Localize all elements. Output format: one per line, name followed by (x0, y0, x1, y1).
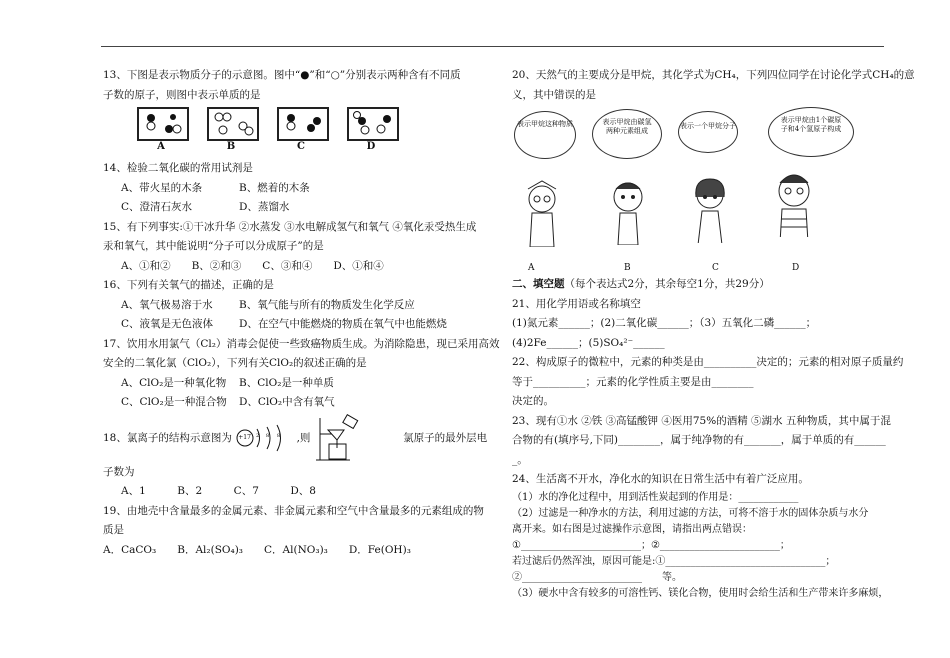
q24-text: 24、生活离不开水，净化水的知识在日常生活中有着广泛应用。 (512, 473, 809, 485)
q16-option-b: B、氧气能与所有的物质发生化学反应 (239, 298, 415, 311)
student-label-a: A (528, 263, 535, 273)
q15-options: A、①和② B、②和③ C、③和④ D、①和④ (121, 259, 384, 272)
q24-part2-e: ②________________________ 等。 (512, 571, 682, 583)
molecule-label-a: A (157, 141, 165, 152)
q21-text: 21、用化学用语或名称填空 (512, 297, 641, 310)
q20-text-1: 20、天然气的主要成分是甲烷，其化学式为CH₄，下列四位同学在讨论化学式CH₄的意 (512, 69, 915, 81)
q16-option-d: D、在空气中能燃烧的物质在氧气中也能燃烧 (239, 318, 447, 330)
q20-text-2: 义，其中错误的是 (512, 88, 596, 101)
q19-text-1: 19、由地壳中含量最多的金属元素、非金属元素和空气中含量最多的元素组成的物 (103, 504, 484, 517)
q17-text-1: 17、饮用水用氯气（Cl₂）消毒会促使一些致癌物质生成。为消除隐患，现已采用高效 (103, 337, 500, 350)
molecule-label-d: D (366, 141, 376, 152)
student-label-d: D (792, 263, 800, 273)
student-b-icon (608, 175, 648, 245)
q15-text-1: 15、有下列事实:①干冰升华 ②水蒸发 ③水电解成氢气和氧气 ④氧化汞受热生成 (103, 220, 477, 233)
svg-text:8: 8 (266, 432, 270, 439)
q16-option-a: A、氧气极易溶于水 (121, 298, 213, 311)
svg-text:2: 2 (256, 432, 260, 439)
q17-option-c: C、ClO₂是一种混合物 (121, 396, 227, 408)
left-column (103, 66, 500, 560)
q14-option-d: D、蒸馏水 (239, 201, 290, 213)
chloride-nucleus: +17 (238, 433, 251, 441)
q24-part1: （1）水的净化过程中，用到活性炭起到的作用是：____________ (512, 491, 799, 503)
student-d-icon (774, 167, 814, 237)
header-rule (101, 46, 884, 47)
section-2-title: 二、填空题 (512, 278, 565, 290)
q24-part3: （3）硬水中含有较多的可溶性钙、镁化合物，使用时会给生活和生产带来许多麻烦， (512, 587, 889, 599)
molecule-label-b: B (226, 141, 236, 152)
q13-molecule-figure (137, 107, 488, 157)
molecule-box-d (347, 107, 399, 141)
q14-options-row2 (103, 198, 488, 218)
chloride-ion-diagram (235, 423, 293, 453)
q17-option-a: A、ClO₂是一种氧化物 (121, 376, 227, 389)
section-2-heading (512, 275, 887, 295)
q18-text-pre: 18、氯离子的结构示意图为 (103, 431, 232, 444)
q17-option-d: D、ClO₂中含有氧气 (239, 396, 335, 408)
filter-apparatus-figure (314, 414, 370, 462)
molecule-b-icon (209, 109, 257, 139)
q22-text-2: 等于__________；元素的化学性质主要是由________ (512, 375, 754, 388)
right-column (512, 66, 915, 602)
q18-options: A、1 B、2 C、7 D、8 (121, 485, 316, 497)
molecule-label-c: C (297, 141, 305, 152)
bubble-c: 表示一个甲烷分子 (678, 111, 738, 153)
q24-part2-a: （2）过滤是一种净水的方法，利用过滤的方法，可将不溶于水的固体杂质与水分 (512, 507, 869, 519)
student-a-icon (522, 177, 562, 247)
q14-options-row1 (103, 179, 488, 199)
q18-text-mid: ,则 (296, 431, 311, 444)
bubble-d: 表示甲烷由1个碳原子和4个氢原子构成 (768, 107, 854, 157)
q21-blanks-2: (4)2Fe______；(5)SO₄²⁻______ (512, 336, 665, 349)
svg-text:8: 8 (277, 432, 281, 439)
q24-part2-c: ①________________________；②________________________； (512, 539, 790, 551)
q23-text-2: 合物的有(填序号,下同)________，属于纯净物的有_______，属于单质的有______ (512, 434, 886, 446)
q16-text: 16、下列有关氧气的描述，正确的是 (103, 279, 274, 291)
q17-options-row1 (103, 374, 488, 394)
q16-options-row1 (103, 296, 488, 316)
bubble-b: 表示甲烷由碳氢两种元素组成 (592, 109, 662, 159)
q17-options-row2 (103, 393, 488, 413)
q14-text: 14、检验二氧化碳的常用试剂是 (103, 162, 253, 174)
q18-text-post: 氯原子的最外层电 (403, 431, 488, 444)
q17-option-b: B、ClO₂是一种单质 (239, 376, 334, 389)
molecule-a-icon (139, 109, 187, 139)
q13-text-2: 子数的原子，则图中表示单质的是 (103, 88, 261, 101)
section-2-note: （每个表达式2分，其余每空1分，共29分） (564, 278, 770, 290)
q19-text-2: 质是 (103, 524, 124, 536)
q19-options: A．CaCO₃ B．Al₂(SO₄)₃ C．Al(NO₃)₃ D．Fe(OH)₃ (103, 543, 411, 556)
q23-text-3: _。 (512, 453, 528, 466)
q20-students-figure (512, 105, 887, 275)
q24-part2-d: 若过滤后仍然浑浊，原因可能是:①________________________________； (512, 555, 836, 567)
molecule-box-a (137, 107, 189, 141)
q22-text-1: 22、构成原子的微粒中，元素的种类是由__________决定的；元素的相对原子质量约 (512, 356, 904, 368)
bubble-a: 表示甲烷这种物质 (514, 111, 576, 159)
student-label-b: B (624, 263, 631, 273)
q18-row (103, 413, 488, 463)
q13-text-1: 13、下图是表示物质分子的示意图。图中“●”和“○”分别表示两种含有不同质 (103, 69, 461, 81)
molecule-box-c (277, 107, 329, 141)
q14-option-a: A、带火星的木条 (121, 181, 203, 194)
student-c-icon (690, 173, 730, 243)
q17-text-2: 安全的二氧化氯（ClO₂），下列有关ClO₂的叙述正确的是 (103, 357, 367, 369)
q22-text-3: 决定的。 (512, 395, 554, 407)
q16-option-c: C、液氧是无色液体 (121, 318, 214, 330)
molecule-c-icon (279, 109, 327, 139)
filtration-icon (314, 414, 370, 462)
molecule-d-icon (349, 109, 397, 139)
q18-text-2: 子数为 (103, 465, 135, 478)
student-label-c: C (712, 263, 719, 273)
q23-text-1: 23、现有①水 ②铁 ③高锰酸钾 ④医用75%的酒精 ⑤湖水 五种物质，其中属于混 (512, 414, 891, 427)
q14-option-b: B、燃着的木条 (239, 181, 310, 194)
q21-blanks-1: (1)氮元素______；(2)二氧化碳______；（3）五氧化二磷______； (512, 317, 817, 329)
molecule-box-b (207, 107, 259, 141)
q15-text-2: 汞和氧气，其中能说明“分子可以分成原子”的是 (103, 240, 324, 252)
q14-option-c: C、澄清石灰水 (121, 201, 193, 213)
q16-options-row2 (103, 315, 488, 335)
q24-part2-b: 离开来。如右图是过滤操作示意图，请指出两点错误： (512, 523, 752, 535)
